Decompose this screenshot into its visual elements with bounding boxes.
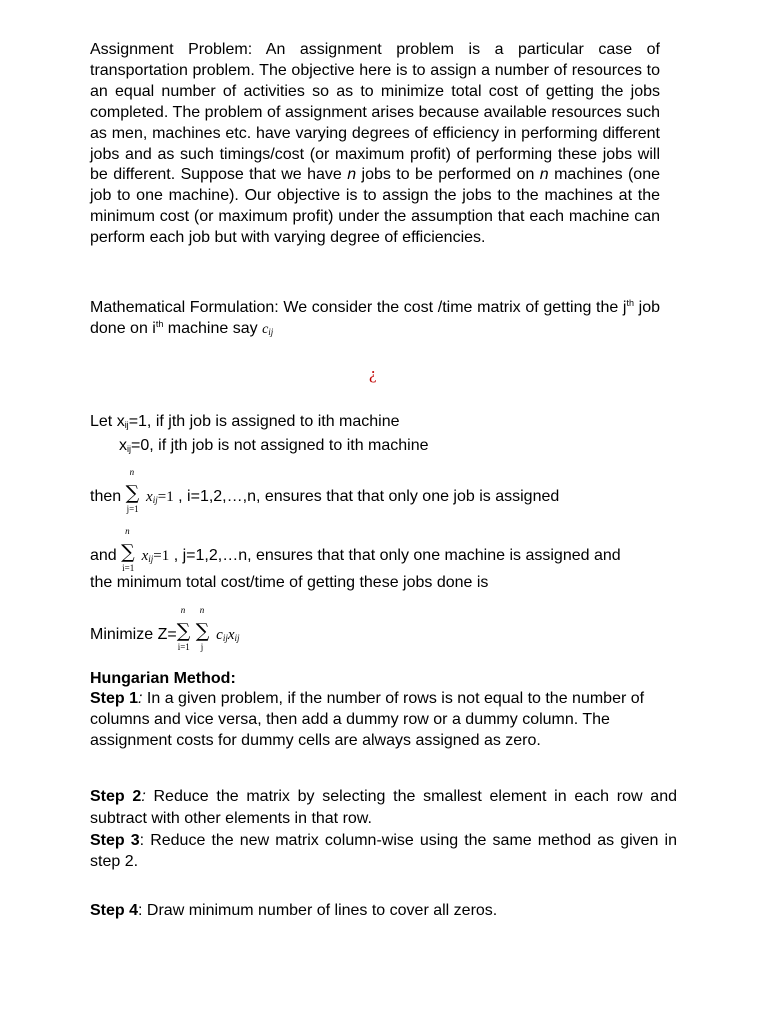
then-word: then (90, 488, 122, 505)
intro-text-2: jobs to be performed on (356, 166, 540, 184)
x-zero-line: $x_{ij}=0$, if jth job is not assigned to ith machine (119, 437, 429, 454)
step1-label: Step 1 (90, 690, 139, 707)
step1-paragraph: Step 1: In a given problem, if the number of rows is not equal to the number of columns and vice versa, then add a dummy row or a dummy column. The assignment costs for dummy cells are always assigned as zero. (90, 690, 645, 749)
intro-text: Assignment Problem: An assignment problem is a particular case of transportation problem. The objective here is to assign a number of resources to an equal number of activities so as to minimize total cost of getting the jobs completed. The problem of assignment arises because available resources such as men, machines etc. have varying degrees of efficiency in performing different jobs and as such timings/cost (or maximum profit) of performing these jobs will be different. Suppose that we have (90, 41, 660, 184)
objective-expression: $c_{ij}x_{ij}$ (216, 627, 240, 643)
step2-paragraph: Step 2: Reduce the matrix by selecting the smallest element in each row and subtract with other elements in that row. (90, 788, 678, 827)
step4-paragraph (90, 901, 497, 921)
formulation-text: job done on i (90, 299, 660, 337)
formulation-text: machine say (163, 319, 263, 337)
intro-text-3: machines (one job to one machine). Our objective is to assign the jobs to the machines at the minimum cost (or maximum profit) under the assumption that each machine can perform each job but with varying degree of efficiencies. (90, 166, 661, 247)
summation-symbol: n ∑ j=1 (125, 467, 140, 514)
n-variable: n (347, 166, 357, 184)
constraint-expression: $x_{ij}=1$ (141, 548, 170, 564)
let-line: Let $x_{ij}=1$, if jth job is assigned to ith machine (90, 413, 400, 430)
superscript-th: th (155, 318, 164, 329)
step3-label: Step 3 (90, 832, 140, 849)
step4-label: Step 4 (90, 902, 139, 919)
superscript-th: th (626, 298, 634, 308)
placeholder-glyph: ¿ (369, 364, 377, 383)
then-constraint-line (90, 467, 560, 514)
and-word: and (90, 547, 117, 564)
minimize-line (90, 605, 240, 652)
step2-text: Reduce the matrix by selecting the smallest element in each row and subtract with other elements in that row. (90, 788, 678, 827)
step3-paragraph (90, 831, 677, 873)
intro-paragraph (90, 40, 660, 249)
hungarian-heading: Hungarian Method: (90, 670, 236, 687)
min-total-line: the minimum total cost/time of getting these jobs done is (90, 574, 489, 591)
step3-text: : Reduce the new matrix column-wise using the same method as given in step 2. (90, 832, 678, 870)
cost-variable: $c_{ij}$ (262, 321, 274, 337)
step1-text: In a given problem, if the number of rows is not equal to the number of columns and vice versa, then add a dummy row or a dummy column. The assignment costs for dummy cells are always assigned as zero. (90, 690, 645, 749)
and-constraint-line (90, 526, 621, 573)
summation-symbol: n ∑ i=1 (121, 526, 135, 573)
then-explanation: , i=1,2,…,n, ensures that that only one job is assigned (173, 488, 560, 505)
minimize-label: Minimize Z= (90, 626, 177, 643)
summation-symbol: n ∑ i=1 (176, 605, 191, 652)
step4-text: : Draw minimum number of lines to cover all zeros. (138, 902, 498, 919)
constraint-expression: $x_{ij}=1$ (146, 489, 174, 505)
step2-label: Step 2 (90, 788, 142, 805)
and-explanation: , j=1,2,…n, ensures that that only one machine is assigned and (169, 547, 621, 564)
n-variable: n (539, 166, 549, 184)
formulation-text: Mathematical Formulation: We consider the cost /time matrix of getting the j (90, 299, 627, 316)
summation-symbol: n ∑ j (195, 605, 210, 652)
formulation-paragraph (90, 298, 660, 341)
